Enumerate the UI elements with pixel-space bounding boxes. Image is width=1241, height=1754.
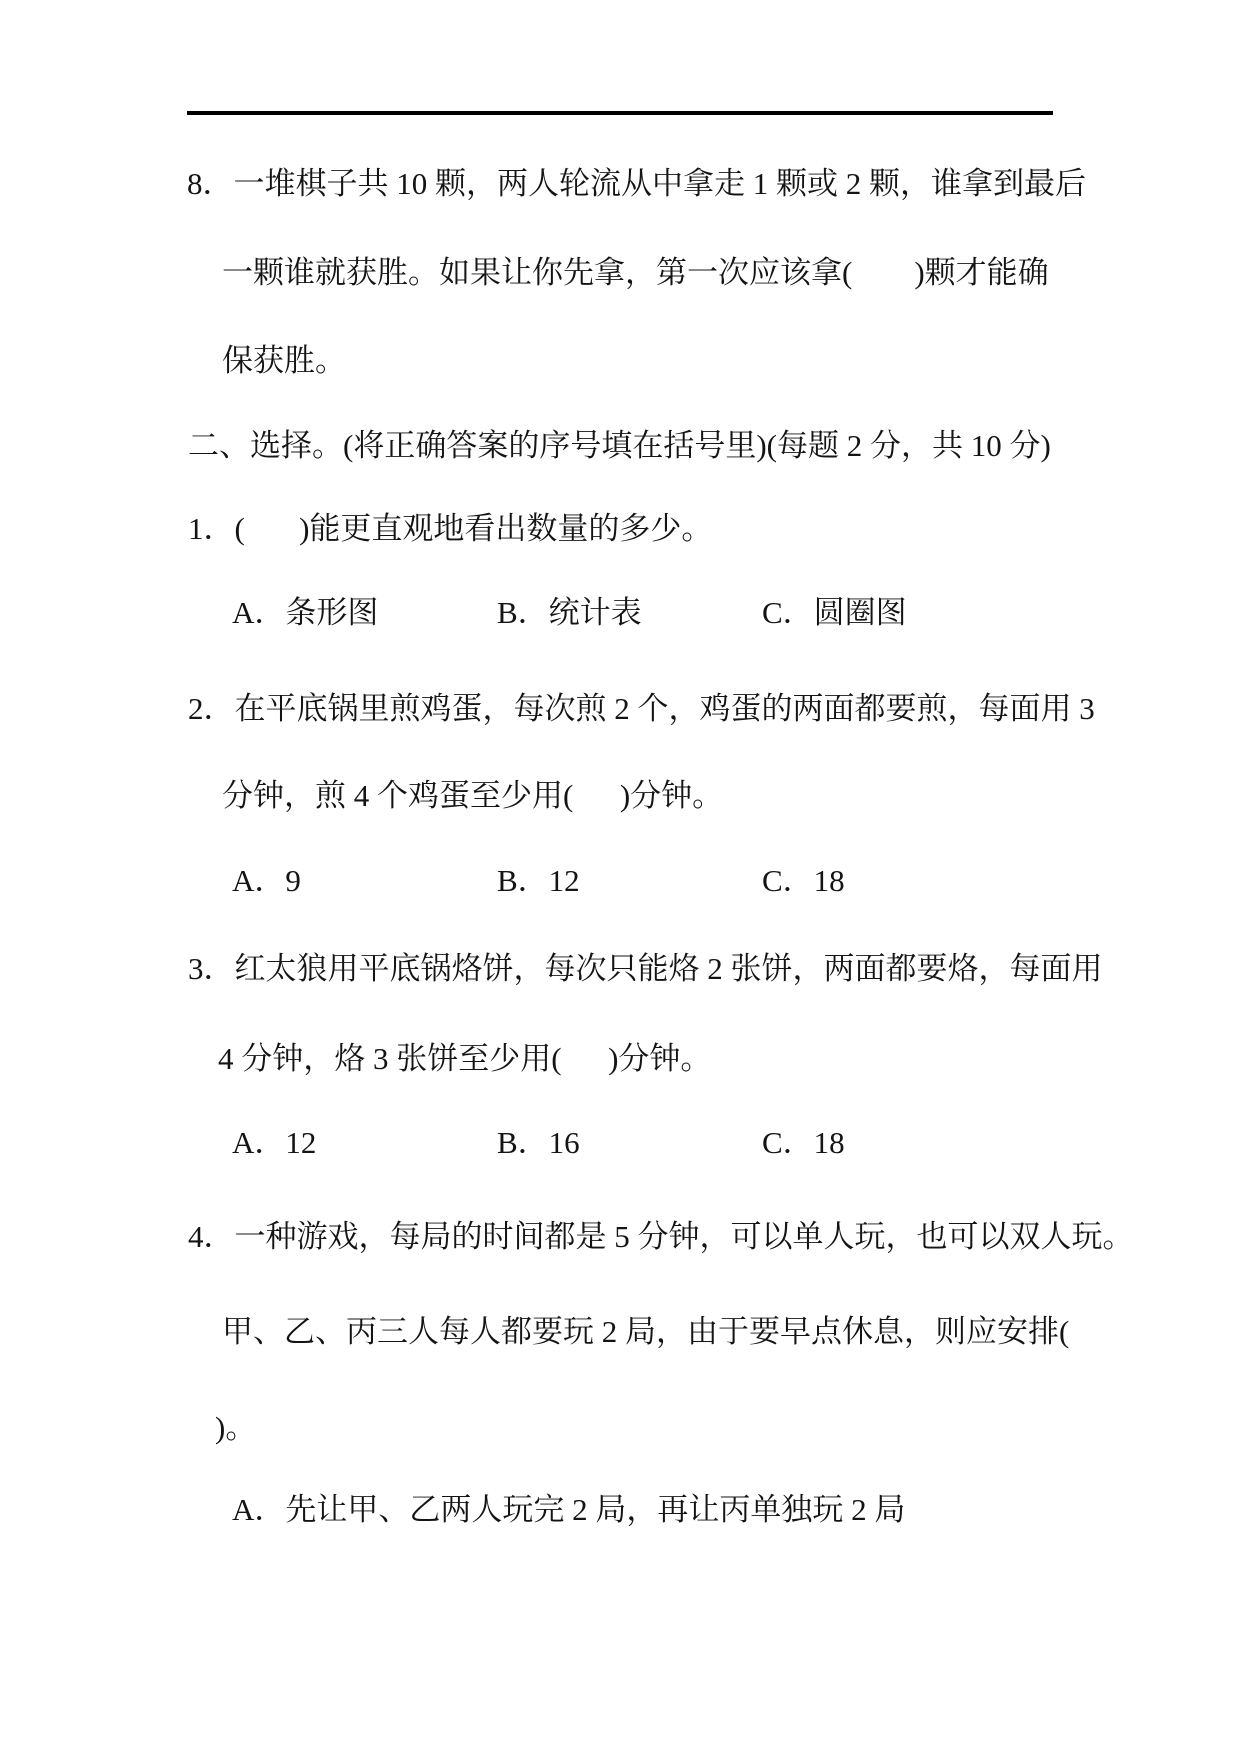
q1-option-a: A．条形图 <box>232 595 379 630</box>
q3-line2: 4 分钟，烙 3 张饼至少用( )分钟。 <box>218 1041 712 1076</box>
q8-line1: 8．一堆棋子共 10 颗，两人轮流从中拿走 1 颗或 2 颗，谁拿到最后 <box>187 166 1086 201</box>
q4-line3: )。 <box>215 1410 257 1445</box>
q1-option-b: B．统计表 <box>497 595 642 630</box>
section2-header: 二、选择。(将正确答案的序号填在括号里)(每题 2 分，共 10 分) <box>188 428 1051 463</box>
q1-option-c: C．圆圈图 <box>762 595 907 630</box>
q4-line1: 4．一种游戏，每局的时间都是 5 分钟，可以单人玩，也可以双人玩。 <box>188 1219 1134 1254</box>
q4-option-a: A．先让甲、乙两人玩完 2 局，再让丙单独玩 2 局 <box>232 1492 906 1527</box>
header-rule <box>187 111 1053 115</box>
q3-option-b: B．16 <box>497 1125 580 1160</box>
q2-option-b: B．12 <box>497 863 580 898</box>
q3-option-c: C．18 <box>762 1125 845 1160</box>
q8-line2: 一颗谁就获胜。如果让你先拿，第一次应该拿( )颗才能确 <box>222 255 1049 290</box>
q2-option-a: A．9 <box>232 863 301 898</box>
q2-option-c: C．18 <box>762 863 845 898</box>
q1-text: 1．( )能更直观地看出数量的多少。 <box>188 511 713 546</box>
q2-line1: 2．在平底锅里煎鸡蛋，每次煎 2 个，鸡蛋的两面都要煎，每面用 3 <box>188 691 1095 726</box>
q8-line3: 保获胜。 <box>222 343 346 378</box>
q4-line2: 甲、乙、丙三人每人都要玩 2 局，由于要早点休息，则应安排( <box>222 1314 1070 1349</box>
q3-line1: 3．红太狼用平底锅烙饼，每次只能烙 2 张饼，两面都要烙，每面用 <box>188 951 1103 986</box>
q2-line2: 分钟，煎 4 个鸡蛋至少用( )分钟。 <box>222 778 724 813</box>
q3-option-a: A．12 <box>232 1125 317 1160</box>
